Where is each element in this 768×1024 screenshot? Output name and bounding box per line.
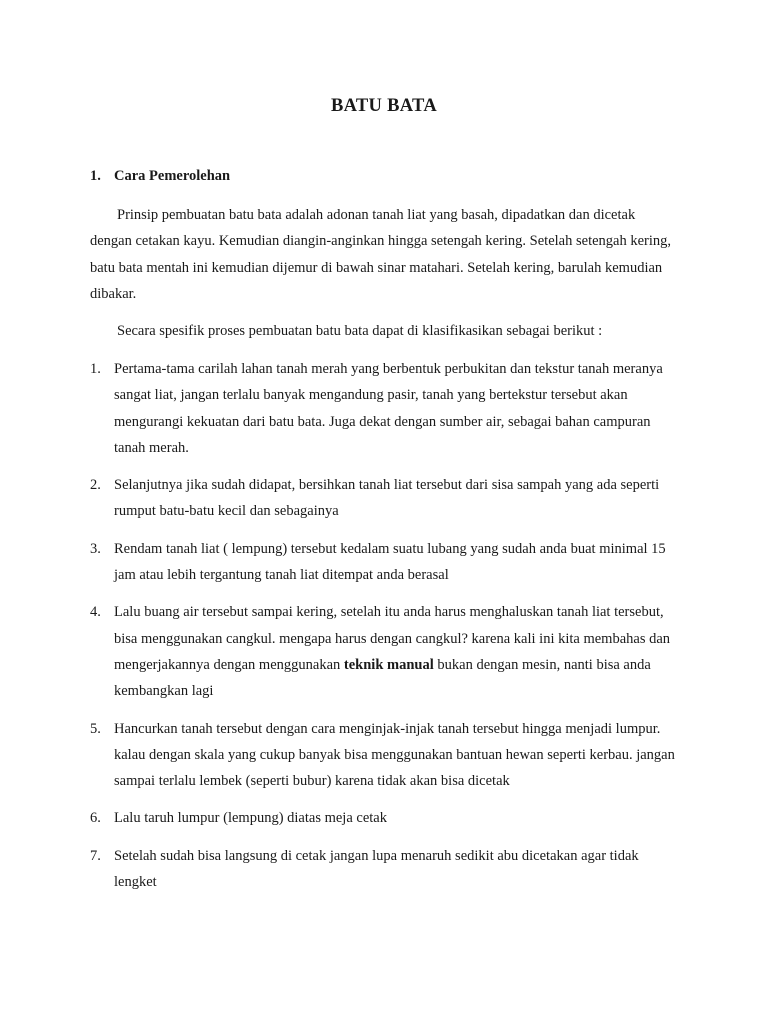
list-item-number: 4. [90,604,101,621]
list-item-number: 7. [90,847,101,864]
list-item [90,805,680,831]
list-item [90,716,680,795]
list-item-text: Setelah sudah bisa langsung di cetak jangan lupa menaruh sedikit abu dicetakan agar tidak lengket [114,847,639,891]
list-item [90,536,680,589]
process-steps-list [90,356,680,906]
list-item-text: Rendam tanah liat ( lempung) tersebut kedalam suatu lubang yang sudah anda buat minimal 15 jam atau lebih tergantung tanah liat ditempat anda berasal [114,540,666,584]
list-item-number: 3. [90,540,101,557]
section-heading [90,168,230,185]
list-item-text-after: bukan dengan mesin, nanti bisa anda kembangkan lagi [114,656,651,700]
section-heading-text: Cara Pemerolehan [114,168,231,184]
list-item-text: Selanjutnya jika sudah didapat, bersihkan tanah liat tersebut dari sisa sampah yang ada seperti rumput batu-batu kecil dan sebagainya [114,477,660,520]
list-item-text: Lalu taruh lumpur (lempung) diatas meja cetak [114,810,387,827]
section-number: 1. [90,168,101,184]
classification-paragraph: Secara spesifik proses pembuatan batu bata dapat di klasifikasikan sebagai berikut : [117,323,603,339]
list-item-number: 5. [90,720,101,737]
list-item-number: 2. [90,477,101,494]
list-item [90,843,680,896]
list-item-text: Hancurkan tanah tersebut dengan cara menginjak-injak tanah tersebut hingga menjadi lumpur. kalau dengan skala yang cukup banyak bisa menggunakan bantuan hewan seperti kerbau. jangan sampai terlalu lembek (seperti bubur) karena tidak akan bisa dicetak [114,720,675,790]
list-item-text: Pertama-tama carilah lahan tanah merah yang berbentuk perbukitan dan tekstur tanah meranya sangat liat, jangan terlalu banyak mengandung pasir, tanah yang bertekstur tersebut akan mengurangi kekuatan dari batu bata. Juga dekat dengan sumber air, sebagai bahan campuran tanah merah. [114,361,663,456]
list-item [90,599,680,704]
list-item [90,356,680,461]
list-item-number: 6. [90,810,101,827]
list-item [90,472,680,525]
list-item-text-before: Lalu buang air tersebut sampai kering, setelah itu anda harus menghaluskan tanah liat tersebut, bisa menggunakan cangkul. mengapa harus dengan cangkul? karena kali ini kita membahas dan mengerjakannya dengan menggunakan [114,604,671,673]
list-item-number: 1. [90,361,101,377]
intro-paragraph: Prinsip pembuatan batu bata adalah adonan tanah liat yang basah, dipadatkan dan dicetak dengan cetakan kayu. Kemudian diangin-anginkan hingga setengah kering. Setelah setengah kering, batu bata mentah ini kemudian dijemur di bawah sinar matahari. Setelah kering, barulah kemudian dibakar. [90,207,672,302]
document-title: BATU BATA [330,96,437,116]
emphasis-text: teknik manual [343,656,434,673]
